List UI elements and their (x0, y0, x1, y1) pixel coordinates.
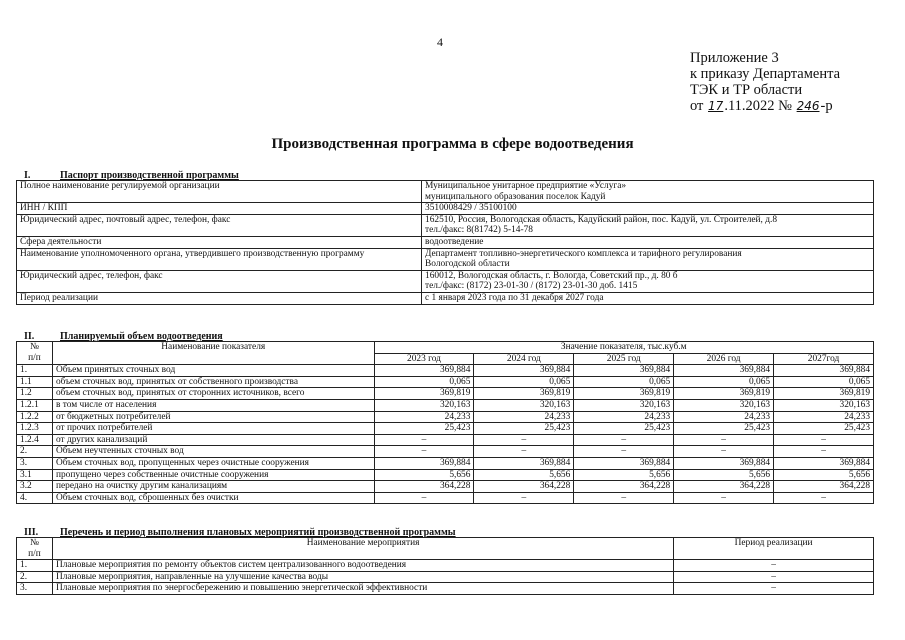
volume-row-name: Объем сточных вод, сброшенных без очистки (52, 492, 374, 504)
volume-cell: 0,065 (674, 376, 774, 388)
volume-cell: – (474, 446, 574, 458)
measures-row-name: Плановые мероприятия, направленные на улучшение качества воды (52, 571, 673, 583)
volume-cell: 369,819 (574, 388, 674, 400)
volume-cell: 0,065 (574, 376, 674, 388)
volume-cell: 0,065 (474, 376, 574, 388)
passport-value-line: 162510, Россия, Вологодская область, Кадуйский район, пос. Кадуй, ул. Строителей, д.8 (425, 214, 778, 225)
volume-cell: 364,228 (574, 481, 674, 493)
appendix-block (690, 50, 840, 114)
measures-row-no: 1. (17, 560, 53, 572)
section2-number: II. (24, 331, 35, 342)
passport-value (422, 236, 874, 248)
volume-cell: – (474, 492, 574, 504)
volume-cell: – (574, 446, 674, 458)
volume-cell: 364,228 (474, 481, 574, 493)
volume-cell: 5,656 (774, 469, 874, 481)
appendix-date-prefix: от (690, 98, 704, 114)
appendix-line-1: Приложение 3 (690, 50, 779, 66)
passport-label: Наименование уполномоченного органа, утвердившего производственную программу (17, 248, 422, 270)
passport-row (17, 292, 874, 304)
appendix-order-number: 246 (796, 99, 820, 113)
measures-row-no: 3. (17, 583, 53, 595)
volume-cell: – (374, 492, 474, 504)
measures-row (17, 583, 874, 595)
volume-row-name: от прочих потребителей (52, 423, 374, 435)
measures-row-period: – (674, 583, 874, 595)
volume-row-no: 1.2.4 (17, 434, 53, 446)
passport-value-line: Департамент топливно-энергетического комплекса и тарифного регулирования (425, 248, 742, 259)
volume-cell: 320,163 (774, 399, 874, 411)
volume-year-header: 2023 год (374, 353, 474, 365)
volume-cell: 25,423 (674, 423, 774, 435)
volume-cell: – (774, 434, 874, 446)
volume-cell: 0,065 (374, 376, 474, 388)
volume-row-no: 1.2.2 (17, 411, 53, 423)
passport-row (17, 181, 874, 203)
passport-label: Юридический адрес, почтовый адрес, телефон, факс (17, 214, 422, 236)
volume-cell: – (474, 434, 574, 446)
volume-year-header: 2026 год (674, 353, 774, 365)
passport-row (17, 203, 874, 215)
volume-cell: – (674, 492, 774, 504)
passport-row (17, 270, 874, 292)
volume-cell: – (374, 434, 474, 446)
passport-label: ИНН / КПП (17, 203, 422, 215)
measures-col-no: № п/п (17, 538, 53, 560)
passport-value (422, 292, 874, 304)
volume-cell: 369,819 (674, 388, 774, 400)
volume-row-name: объем сточных вод, принятых от сторонних источников, всего (52, 388, 374, 400)
volume-cell: 24,233 (774, 411, 874, 423)
passport-value-line: с 1 января 2023 года по 31 декабря 2027 года (425, 292, 604, 303)
passport-value (422, 270, 874, 292)
volume-row-name: от бюджетных потребителей (52, 411, 374, 423)
volume-cell: 24,233 (474, 411, 574, 423)
volume-row (17, 423, 874, 435)
volume-cell: 24,233 (374, 411, 474, 423)
passport-row (17, 236, 874, 248)
volume-row-name: от других канализаций (52, 434, 374, 446)
measures-table (16, 537, 874, 595)
volume-cell: 369,884 (674, 457, 774, 469)
volume-row-name: Объем принятых сточных вод (52, 365, 374, 377)
volume-cell: 369,819 (774, 388, 874, 400)
section3-number: III. (24, 527, 39, 538)
passport-value-line-2: тел./факс: (8172) 23-01-30 / (8172) 23-01-30 доб. 1415 (425, 281, 638, 292)
measures-row (17, 571, 874, 583)
volume-row (17, 388, 874, 400)
passport-value-line: 160012, Вологодская область, г. Вологда, Советский пр., д. 80 б (425, 270, 678, 281)
volume-cell: – (574, 434, 674, 446)
volume-cell: 25,423 (774, 423, 874, 435)
volume-row-name: в том числе от населения (52, 399, 374, 411)
passport-value (422, 203, 874, 215)
volume-col-value: Значение показателя, тыс.куб.м (374, 342, 873, 354)
volume-cell: 369,819 (474, 388, 574, 400)
volume-row-name: объем сточных вод, принятых от собственного производства (52, 376, 374, 388)
passport-label: Период реализации (17, 292, 422, 304)
volume-cell: – (674, 446, 774, 458)
volume-row-no: 1.2.1 (17, 399, 53, 411)
volume-cell: – (774, 492, 874, 504)
volume-cell: 369,884 (774, 457, 874, 469)
measures-row-name: Плановые мероприятия по энергосбережению и повышению энергетической эффективности (52, 583, 673, 595)
volume-col-name: Наименование показателя (52, 342, 374, 365)
volume-cell: – (674, 434, 774, 446)
passport-row (17, 214, 874, 236)
volume-cell: 364,228 (374, 481, 474, 493)
passport-value-line-2: тел./факс: 8(81742) 5-14-78 (425, 225, 533, 236)
passport-label: Юридический адрес, телефон, факс (17, 270, 422, 292)
passport-value-line: 3510008429 / 35100100 (425, 203, 517, 214)
volume-cell: 320,163 (674, 399, 774, 411)
volume-row-no: 1.2.3 (17, 423, 53, 435)
passport-label: Сфера деятельности (17, 236, 422, 248)
volume-cell: 369,884 (574, 457, 674, 469)
volume-col-no: № п/п (17, 342, 53, 365)
volume-cell: 5,656 (574, 469, 674, 481)
passport-value-line-2: Вологодской области (425, 259, 510, 270)
volume-cell: 320,163 (374, 399, 474, 411)
passport-table (16, 180, 874, 305)
volume-cell: 5,656 (474, 469, 574, 481)
volume-row (17, 492, 874, 504)
measures-row-period: – (674, 571, 874, 583)
volume-row (17, 481, 874, 493)
volume-cell: 369,884 (374, 365, 474, 377)
passport-value-line: Муниципальное унитарное предприятие «Услуга» (425, 181, 627, 191)
appendix-day: 17 (708, 99, 724, 113)
passport-label: Полное наименование регулируемой организации (17, 181, 422, 203)
appendix-line-4 (690, 98, 840, 114)
volume-row-no: 3. (17, 457, 53, 469)
passport-value (422, 214, 874, 236)
volume-cell: 24,233 (574, 411, 674, 423)
volume-cell: 364,228 (674, 481, 774, 493)
volume-row-no: 1. (17, 365, 53, 377)
section3-title: Перечень и период выполнения плановых мероприятий производственной программы (60, 527, 456, 538)
measures-row-no: 2. (17, 571, 53, 583)
volume-row (17, 457, 874, 469)
passport-row (17, 248, 874, 270)
volume-cell: 25,423 (574, 423, 674, 435)
appendix-line-3: ТЭК и ТР области (690, 82, 803, 98)
document-title: Производственная программа в сфере водоотведения (271, 136, 634, 152)
section2-title: Планируемый объем водоотведения (60, 331, 223, 342)
measures-row-name: Плановые мероприятия по ремонту объектов систем централизованного водоотведения (52, 560, 673, 572)
volume-row (17, 376, 874, 388)
volume-cell: 369,819 (374, 388, 474, 400)
volume-cell: 369,884 (474, 457, 574, 469)
volume-cell: – (574, 492, 674, 504)
volume-table (16, 341, 874, 504)
volume-row-no: 1.1 (17, 376, 53, 388)
volume-cell: 320,163 (474, 399, 574, 411)
volume-cell: – (774, 446, 874, 458)
volume-year-header: 2024 год (474, 353, 574, 365)
volume-row-no: 4. (17, 492, 53, 504)
volume-year-header: 2025 год (574, 353, 674, 365)
volume-row-name: Объем неучтенных сточных вод (52, 446, 374, 458)
volume-cell: 320,163 (574, 399, 674, 411)
section1-number: I. (24, 170, 31, 181)
volume-cell: 5,656 (674, 469, 774, 481)
volume-cell: 369,884 (674, 365, 774, 377)
appendix-date-mid: .11.2022 № (724, 98, 792, 114)
volume-cell: 25,423 (374, 423, 474, 435)
measures-col-name: Наименование мероприятия (52, 538, 673, 560)
volume-cell: 369,884 (574, 365, 674, 377)
volume-cell: 5,656 (374, 469, 474, 481)
volume-row-name: пропущено через собственные очистные сооружения (52, 469, 374, 481)
appendix-suffix: -р (820, 98, 833, 114)
passport-value (422, 181, 874, 203)
volume-row-no: 3.2 (17, 481, 53, 493)
measures-row (17, 560, 874, 572)
measures-row-period: – (674, 560, 874, 572)
volume-cell: 0,065 (774, 376, 874, 388)
volume-row (17, 365, 874, 377)
volume-cell: 369,884 (374, 457, 474, 469)
volume-row-name: Объем сточных вод, пропущенных через очистные сооружения (52, 457, 374, 469)
volume-cell: 369,884 (474, 365, 574, 377)
passport-value-line: водоотведение (425, 236, 484, 247)
volume-cell: 25,423 (474, 423, 574, 435)
passport-value (422, 248, 874, 270)
volume-row-name: передано на очистку другим канализациям (52, 481, 374, 493)
volume-cell: 24,233 (674, 411, 774, 423)
volume-row-no: 1.2 (17, 388, 53, 400)
passport-value-line-2: муниципального образования поселок Кадуй (425, 191, 606, 202)
volume-row (17, 446, 874, 458)
appendix-line-2: к приказу Департамента (690, 66, 841, 82)
volume-row-no: 3.1 (17, 469, 53, 481)
volume-row (17, 434, 874, 446)
page-number: 4 (437, 35, 443, 49)
volume-cell: 364,228 (774, 481, 874, 493)
volume-cell: 369,884 (774, 365, 874, 377)
volume-cell: – (374, 446, 474, 458)
volume-row (17, 469, 874, 481)
volume-row-no: 2. (17, 446, 53, 458)
volume-year-header: 2027год (774, 353, 874, 365)
measures-col-period: Период реализации (674, 538, 874, 560)
volume-row (17, 399, 874, 411)
section1-title: Паспорт производственной программы (60, 170, 239, 181)
volume-row (17, 411, 874, 423)
